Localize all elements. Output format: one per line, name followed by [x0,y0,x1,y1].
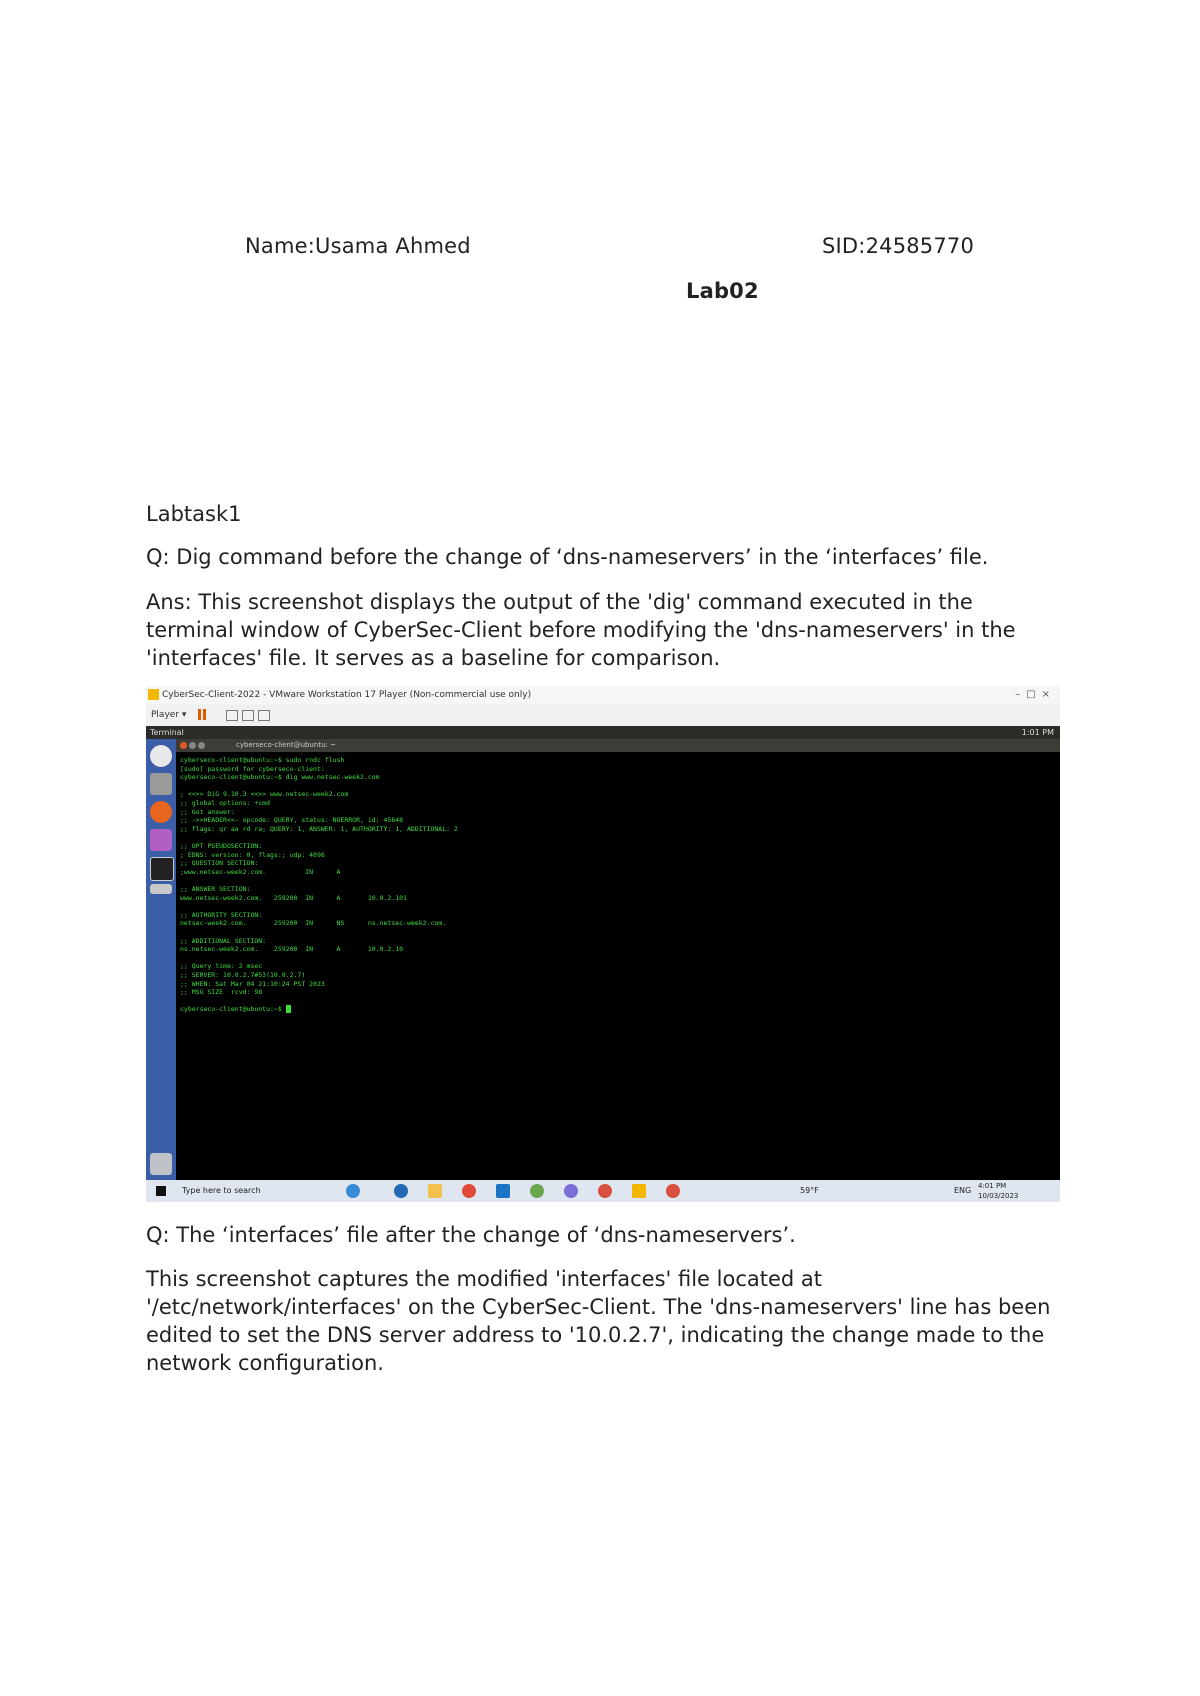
terminal-line: ;; QUESTION SECTION: [180,859,259,868]
unity-icon [258,710,270,721]
vmware-logo-icon [148,689,159,700]
trash-icon [150,1153,172,1175]
terminal-line: netsec-week2.com. 259200 IN NS ns.netsec-week2.com. [180,919,447,928]
terminal-titlebar [176,739,1060,752]
question-1: Q: Dig command before the change of ‘dns-nameservers’ in the ‘interfaces’ file. [146,545,989,569]
windows-start-icon [156,1186,166,1196]
terminal-window-buttons-icon [180,742,187,749]
terminal-line: cyberseco-client@ubuntu:~$ [180,1005,291,1013]
question-2: Q: The ‘interfaces’ file after the change of ‘dns-nameservers’. [146,1223,796,1247]
student-name: Name:Usama Ahmed [245,234,471,258]
app-icon [564,1184,578,1198]
taskbar-lang: ENG [954,1186,972,1195]
terminal-line: cyberseco-client@ubuntu:~$ dig www.netsec-week2.com [180,773,380,782]
terminal-line: ;; global options: +cmd [180,799,271,807]
software-icon [150,829,172,851]
terminal-line: ;; ADDITIONAL SECTION: [180,936,267,945]
windows-taskbar [146,1180,1060,1202]
vmware-icon [632,1184,646,1198]
terminal-line: ;; ->>HEADER<<- opcode: QUERY, status: NOERROR, id: 45648 [180,816,404,825]
ubuntu-app-name: Terminal [150,728,184,737]
settings-icon [150,884,172,894]
taskbar-weather: 59°F [800,1186,819,1195]
terminal-line: ; EDNS: version: 0, flags:; udp: 4096 [180,850,325,859]
taskbar-date: 10/03/2023 [978,1192,1019,1200]
vm-window-titlebar [146,686,1060,704]
chrome-icon [666,1184,680,1198]
ubuntu-launcher [146,739,176,1180]
fullscreen-icon [242,710,254,721]
taskbar-search: Type here to search [182,1186,261,1195]
chrome-icon [462,1184,476,1198]
mail-icon [496,1184,510,1198]
explorer-icon [428,1184,442,1198]
vm-toolbar [146,704,1060,726]
ubuntu-top-panel [146,726,1060,739]
terminal-line: ;; SERVER: 10.0.2.7#53(10.0.2.7) [180,971,306,979]
send-keys-icon [226,710,238,721]
firefox-icon [150,801,172,823]
answer-2: This screenshot captures the modified 'interfaces' file located at '/etc/network/interfaces' on the CyberSec-Client. The 'dns-nameservers' line has been edited to set the DNS server address to '10.0.2.7', indicating the change made to the network configuration. [146,1267,1051,1375]
terminal-cursor [286,1005,291,1013]
terminal-title: cyberseco-client@ubuntu: ~ [236,741,336,749]
edge-icon [394,1184,408,1198]
terminal-line: ;; flags: qr aa rd ra; QUERY: 1, ANSWER: 1, AUTHORITY: 1, ADDITIONAL: 2 [180,824,458,833]
terminal-icon [150,857,174,881]
terminal-line: ;; OPT PSEUDOSECTION: [180,842,263,850]
app-icon [530,1184,544,1198]
player-menu: Player ▾ [151,710,187,720]
screenshot-vm-terminal [146,686,1060,1202]
terminal-line: ;; WHEN: Sat Mar 04 21:10:24 PST 2023 [180,979,325,988]
student-id: SID:24585770 [822,234,975,258]
section-title: Labtask1 [146,502,242,526]
terminal-line: ;; MSG SIZE rcvd: 98 [180,988,263,997]
terminal-line: ;www.netsec-week2.com. IN A [180,867,341,876]
vm-window-title: CyberSec-Client-2022 - VMware Workstation 17 Player (Non-commercial use only) [162,690,532,700]
terminal-line: www.netsec-week2.com. 259200 IN A 10.0.2.101 [180,893,407,902]
terminal-line: [sudo] password for cyberseco-client: [180,764,325,773]
pause-icon [198,709,201,720]
ubuntu-clock: 1:01 PM [1021,728,1054,737]
dash-icon [150,745,172,767]
terminal-line: cyberseco-client@ubuntu:~$ sudo rndc flush [180,756,345,764]
terminal-line: ns.netsec-week2.com. 259200 IN A 10.0.2.10 [180,945,404,954]
terminal-line: ;; ANSWER SECTION: [180,885,251,893]
chrome-icon [598,1184,612,1198]
terminal-line: ;; Query time: 2 msec [180,962,263,971]
files-icon [150,773,172,795]
terminal-line: ; <<>> DiG 9.10.3 <<>> www.netsec-week2.com [180,790,349,799]
terminal-line: ;; Got answer: [180,807,235,816]
taskbar-app-icon [346,1184,360,1198]
window-controls-icon: –□× [1015,689,1056,700]
answer-1: Ans: This screenshot displays the output of the 'dig' command executed in the terminal window of CyberSec-Client before modifying the 'dns-nameservers' in the 'interfaces' file. It serves as a baseline for comparison. [146,590,1016,670]
taskbar-time: 4:01 PM [978,1182,1007,1190]
terminal-line: ;; AUTHORITY SECTION: [180,910,263,919]
lab-title: Lab02 [686,279,759,303]
